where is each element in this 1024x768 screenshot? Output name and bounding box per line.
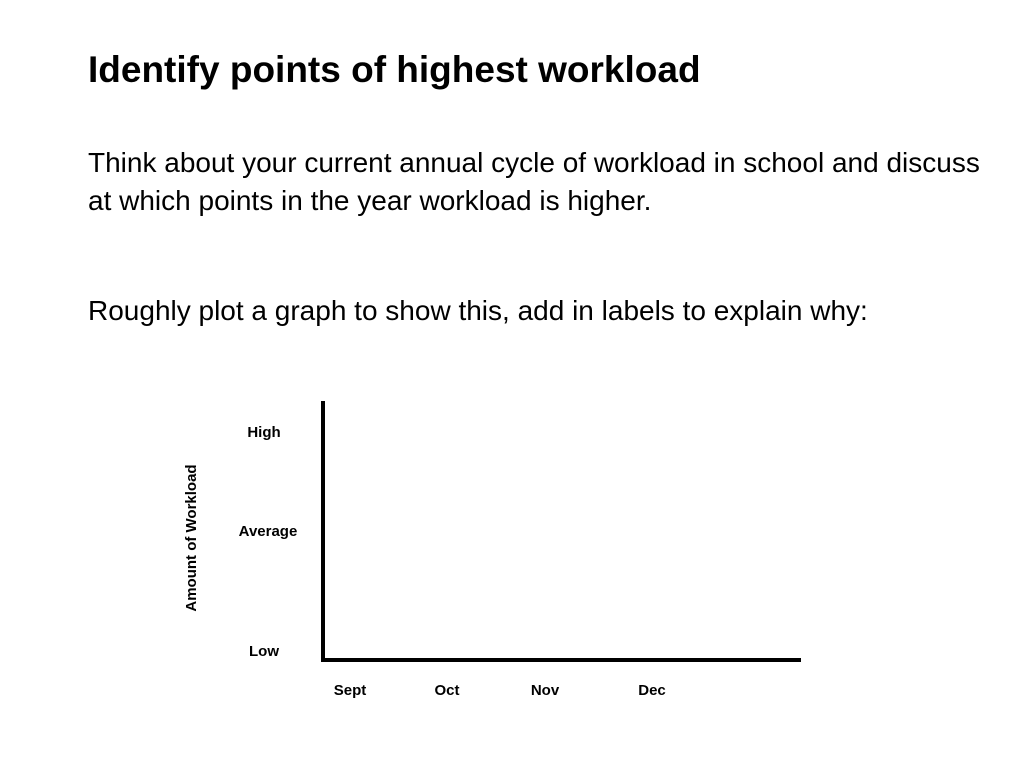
- y-level-high: High: [247, 424, 281, 441]
- x-tick-nov: Nov: [530, 682, 560, 699]
- x-tick-oct: Oct: [434, 682, 460, 699]
- y-axis-title: Amount of Workload: [183, 464, 200, 612]
- x-tick-dec: Dec: [638, 682, 666, 699]
- slide-title: Identify points of highest workload: [88, 49, 701, 90]
- instruction-paragraph-2: Roughly plot a graph to show this, add in labels to explain why:: [88, 295, 868, 326]
- y-level-low: Low: [249, 643, 279, 660]
- x-tick-sept: Sept: [333, 682, 367, 699]
- y-level-average: Average: [238, 523, 298, 540]
- instruction-paragraph-1: Think about your current annual cycle of workload in school and discuss at which points in the year workload is higher.: [88, 147, 980, 216]
